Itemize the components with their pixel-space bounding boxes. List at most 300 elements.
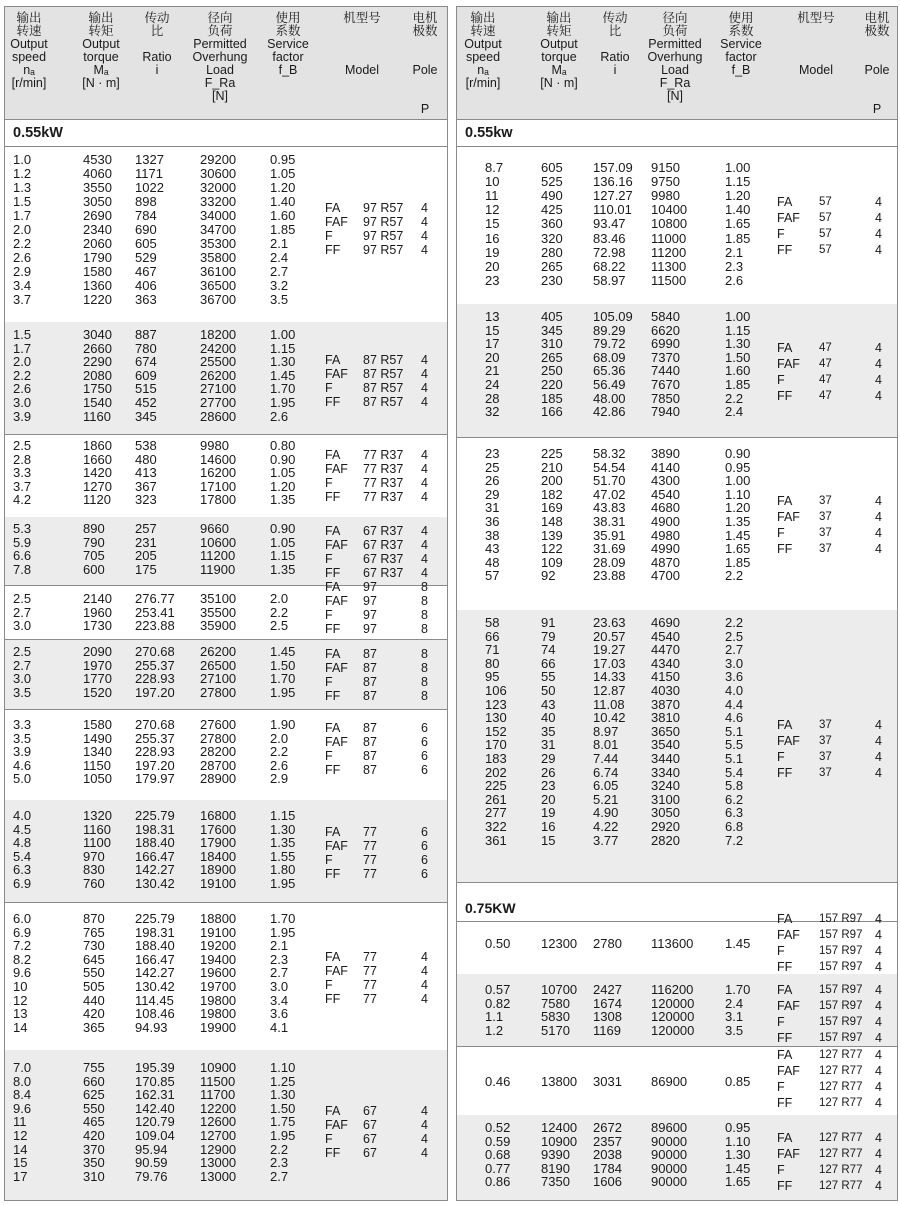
output-torque-cell: 109 [541, 554, 563, 570]
model-code: 37 [819, 735, 832, 747]
service-factor-cell: 2.1 [725, 244, 744, 260]
header-output-speed: 输出 转速 Output speed nₐ [r/min] [10, 11, 48, 90]
model-family: F [325, 675, 333, 689]
output-torque-cell: 1970 [83, 657, 112, 673]
overhung-load-cell: 13000 [200, 1155, 237, 1171]
output-torque-cell: 765 [83, 924, 105, 940]
header-output-torque: 输出 转矩 Output torque Mₐ [N · m] [82, 11, 120, 90]
output-speed-cell: 1.7 [13, 340, 32, 356]
service-factor-cell: 1.05 [270, 166, 296, 181]
output-torque-cell: 3050 [83, 194, 112, 209]
ratio-cell: 20.57 [593, 628, 626, 644]
service-factor-cell: 1.70 [270, 911, 296, 926]
service-factor-cell: 3.5 [270, 292, 289, 307]
service-factor-cell: 2.6 [270, 757, 289, 773]
model-family: FF [325, 395, 341, 409]
ratio-cell: 4.90 [593, 805, 619, 821]
overhung-load-cell: 4140 [651, 459, 680, 475]
output-speed-cell: 170 [485, 737, 507, 753]
ratio-cell: 3.77 [593, 832, 619, 848]
pole-count: 4 [875, 195, 882, 209]
header-model: 机型号 Model [343, 11, 381, 77]
output-speed-cell: 3.3 [13, 465, 32, 481]
overhung-load-cell: 4680 [651, 500, 680, 516]
power-title: 0.75KW [457, 895, 897, 922]
header-pole: 电机 极数 Pole P [412, 11, 438, 116]
overhung-load-cell: 13000 [200, 1168, 237, 1184]
ratio-cell: 166.47 [135, 848, 175, 864]
service-factor-cell: 1.00 [725, 309, 751, 324]
service-factor-cell: 1.80 [270, 862, 296, 878]
output-speed-cell: 17 [13, 1168, 28, 1184]
service-factor-cell: 1.15 [725, 174, 751, 190]
overhung-load-cell: 9750 [651, 174, 680, 190]
ratio-cell: 270.68 [135, 717, 175, 732]
output-torque-cell: 185 [541, 390, 563, 406]
header-model: 机型号 Model [797, 11, 835, 77]
table-section [457, 900, 897, 975]
model-family: FA [777, 195, 793, 209]
pole-count: 4 [875, 766, 882, 780]
model-code: 57 [819, 244, 832, 256]
output-speed-cell: 14 [13, 1141, 28, 1157]
pole-count: 4 [421, 353, 428, 367]
pole-count: 6 [421, 839, 428, 853]
pole-count: 4 [421, 978, 428, 992]
overhung-load-cell: 19100 [200, 924, 237, 940]
output-speed-cell: 1.2 [13, 166, 32, 181]
output-torque-cell: 5830 [541, 1009, 570, 1025]
model-code: 127 R77 [819, 1081, 863, 1093]
ratio-cell: 1674 [593, 995, 622, 1011]
table-section [5, 517, 447, 586]
ratio-cell: 136.16 [593, 174, 633, 190]
model-code: 77 [363, 825, 377, 839]
ratio-cell: 1308 [593, 1009, 622, 1025]
ratio-cell: 1171 [135, 166, 163, 181]
overhung-load-cell: 11700 [200, 1087, 236, 1103]
output-torque-cell: 2080 [83, 367, 112, 383]
pole-count: 4 [875, 944, 882, 958]
pole-count: 4 [421, 524, 428, 538]
overhung-load-cell: 4900 [651, 514, 680, 529]
model-code: 37 [819, 543, 832, 555]
service-factor-cell: 1.95 [270, 684, 296, 700]
left-table-header [5, 7, 447, 120]
ratio-cell: 79.76 [135, 1168, 168, 1184]
model-code: 157 R97 [819, 984, 863, 996]
output-speed-cell: 2.9 [13, 264, 32, 279]
ratio-cell: 130.42 [135, 979, 175, 994]
overhung-load-cell: 34000 [200, 208, 237, 223]
output-torque-cell: 625 [83, 1087, 105, 1103]
model-code: 57 [819, 228, 832, 240]
output-torque-cell: 10900 [541, 1133, 578, 1149]
pole-count: 4 [875, 928, 882, 942]
pole-count: 4 [421, 381, 428, 395]
service-factor-cell: 2.3 [725, 258, 744, 274]
overhung-load-cell: 11500 [651, 272, 687, 288]
overhung-load-cell: 35800 [200, 250, 237, 265]
service-factor-cell: 3.6 [270, 1006, 289, 1022]
ratio-cell: 68.22 [593, 258, 626, 274]
overhung-load-cell: 9980 [651, 188, 680, 204]
overhung-load-cell: 3240 [651, 778, 680, 794]
ratio-cell: 197.20 [135, 757, 175, 773]
service-factor-cell: 6.8 [725, 819, 744, 834]
overhung-load-cell: 27800 [200, 684, 237, 700]
output-speed-cell: 3.9 [13, 744, 32, 760]
service-factor-cell: 1.30 [725, 336, 751, 352]
ratio-cell: 480 [135, 451, 157, 467]
overhung-load-cell: 4870 [651, 554, 680, 570]
pole-count: 4 [875, 1163, 882, 1177]
model-family: FF [325, 490, 341, 504]
output-speed-cell: 57 [485, 568, 500, 584]
output-speed-cell: 152 [485, 723, 507, 739]
output-torque-cell: 1150 [83, 757, 111, 773]
model-code: 77 [363, 964, 377, 978]
output-torque-cell: 405 [541, 309, 563, 324]
service-factor-cell: 1.50 [725, 349, 751, 365]
output-speed-cell: 6.3 [13, 862, 32, 878]
table-section [457, 974, 897, 1047]
header-pole: 电机 极数 Pole P [864, 11, 890, 116]
model-code: 77 [363, 867, 377, 881]
ratio-cell: 2780 [593, 936, 622, 951]
model-family: FF [325, 566, 341, 580]
output-torque-cell: 2090 [83, 644, 112, 659]
model-code: 127 R77 [819, 1180, 863, 1192]
service-factor-cell: 2.2 [270, 604, 289, 620]
ratio-cell: 345 [135, 408, 157, 424]
overhung-load-cell: 90000 [651, 1174, 688, 1190]
overhung-load-cell: 25500 [200, 354, 237, 370]
service-factor-cell: 4.1 [270, 1019, 289, 1035]
service-factor-cell: 2.2 [270, 744, 289, 760]
output-torque-cell: 645 [83, 951, 105, 967]
ratio-cell: 89.29 [593, 322, 626, 338]
pole-count: 4 [421, 215, 428, 229]
service-factor-cell: 3.1 [725, 1009, 744, 1025]
ratio-cell: 12.87 [593, 683, 626, 698]
service-factor-cell: 1.15 [270, 548, 296, 564]
service-factor-cell: 6.3 [725, 805, 744, 821]
output-torque-cell: 870 [83, 911, 105, 926]
ratio-cell: 276.77 [135, 591, 175, 606]
model-family: FAF [777, 1064, 800, 1078]
output-torque-cell: 1790 [83, 250, 112, 265]
service-factor-cell: 3.0 [270, 979, 289, 994]
model-family: FAF [325, 735, 348, 749]
model-family: F [325, 1132, 333, 1146]
model-code: 97 R57 [363, 201, 404, 215]
ratio-cell: 6.05 [593, 778, 619, 794]
model-code: 87 [363, 721, 377, 735]
table-section [5, 640, 447, 710]
model-code: 157 R97 [819, 945, 863, 957]
output-speed-cell: 0.57 [485, 982, 511, 997]
overhung-load-cell: 34700 [200, 222, 237, 237]
overhung-load-cell: 4540 [651, 628, 680, 644]
output-speed-cell: 2.0 [13, 222, 32, 237]
service-factor-cell: 1.85 [270, 222, 296, 237]
output-speed-cell: 4.8 [13, 835, 32, 851]
service-factor-cell: 1.30 [270, 1087, 296, 1103]
pole-count: 6 [421, 721, 428, 735]
overhung-load-cell: 18400 [200, 848, 237, 864]
model-code: 157 R97 [819, 1016, 863, 1028]
pole-count: 6 [421, 749, 428, 763]
overhung-load-cell: 120000 [651, 995, 695, 1011]
model-family: FAF [325, 594, 348, 608]
service-factor-cell: 0.95 [270, 152, 296, 167]
pole-count: 4 [875, 494, 882, 508]
output-torque-cell: 605 [541, 160, 563, 175]
output-speed-cell: 361 [485, 832, 507, 848]
overhung-load-cell: 36100 [200, 264, 237, 279]
model-family: F [777, 373, 785, 387]
output-torque-cell: 26 [541, 764, 556, 780]
output-speed-cell: 3.5 [13, 730, 32, 746]
ratio-cell: 188.40 [135, 835, 175, 851]
model-code: 77 [363, 978, 377, 992]
model-family: FAF [777, 357, 800, 371]
overhung-load-cell: 86900 [651, 1074, 688, 1089]
service-factor-cell: 0.95 [725, 459, 751, 475]
pole-count: 4 [875, 227, 882, 241]
model-family: FAF [325, 964, 348, 978]
output-speed-cell: 1.0 [13, 152, 32, 167]
ratio-cell: 2672 [593, 1120, 622, 1135]
overhung-load-cell: 18800 [200, 911, 237, 926]
output-speed-cell: 9.6 [13, 965, 32, 981]
output-speed-cell: 38 [485, 527, 500, 543]
pole-count: 6 [421, 867, 428, 881]
ratio-cell: 17.03 [593, 655, 626, 671]
overhung-load-cell: 18900 [200, 862, 237, 878]
output-speed-cell: 130 [485, 710, 507, 726]
ratio-cell: 56.49 [593, 377, 626, 392]
output-speed-cell: 7.2 [13, 938, 32, 954]
model-code: 37 [819, 719, 832, 731]
ratio-cell: 58.97 [593, 272, 626, 288]
output-torque-cell: 310 [541, 336, 563, 352]
overhung-load-cell: 4030 [651, 683, 680, 698]
service-factor-cell: 5.8 [725, 778, 744, 794]
output-speed-cell: 3.3 [13, 717, 32, 732]
ratio-cell: 198.31 [135, 924, 175, 940]
model-code: 67 [363, 1132, 377, 1146]
overhung-load-cell: 9150 [651, 160, 680, 175]
output-torque-cell: 550 [83, 965, 105, 981]
header-overhung-load: 径向 负荷 Permitted Overhung Load F_Ra [N] [192, 11, 248, 103]
overhung-load-cell: 18200 [200, 327, 237, 342]
ratio-cell: 65.36 [593, 363, 626, 379]
pole-count: 8 [421, 661, 428, 675]
ratio-cell: 2038 [593, 1147, 622, 1163]
output-speed-cell: 11 [485, 188, 499, 204]
pole-count: 4 [421, 1146, 428, 1160]
output-torque-cell: 1490 [83, 730, 112, 746]
model-code: 157 R97 [819, 1032, 863, 1044]
ratio-cell: 142.27 [135, 862, 175, 878]
model-code: 67 R37 [363, 538, 404, 552]
ratio-cell: 120.79 [135, 1114, 175, 1130]
overhung-load-cell: 3870 [651, 696, 680, 712]
ratio-cell: 23.88 [593, 568, 626, 584]
pole-count: 4 [875, 1147, 882, 1161]
output-torque-cell: 2060 [83, 236, 112, 251]
service-factor-cell: 2.0 [270, 730, 289, 746]
ratio-cell: 72.98 [593, 244, 626, 260]
model-family: FF [325, 1146, 341, 1160]
model-code: 157 R97 [819, 913, 863, 925]
output-torque-cell: 465 [83, 1114, 105, 1130]
ratio-cell: 205 [135, 548, 157, 564]
model-code: 87 R57 [363, 367, 404, 381]
pole-count: 4 [421, 462, 428, 476]
overhung-load-cell: 19800 [200, 1006, 237, 1022]
overhung-load-cell: 26500 [200, 657, 237, 673]
ratio-cell: 130.42 [135, 876, 175, 891]
output-speed-cell: 2.5 [13, 644, 32, 659]
overhung-load-cell: 11300 [651, 258, 687, 274]
model-family: FA [325, 1104, 341, 1118]
output-speed-cell: 36 [485, 514, 500, 529]
model-code: 77 R37 [363, 462, 404, 476]
service-factor-cell: 3.0 [725, 655, 744, 671]
service-factor-cell: 1.50 [270, 657, 296, 673]
overhung-load-cell: 3810 [651, 710, 680, 726]
output-speed-cell: 7.8 [13, 561, 32, 577]
service-factor-cell: 1.35 [270, 492, 296, 508]
ratio-cell: 1327 [135, 152, 164, 167]
header-service-factor: 使用 系数 Service factor f_B [267, 11, 309, 77]
output-torque-cell: 55 [541, 669, 556, 685]
service-factor-cell: 2.2 [725, 390, 744, 406]
model-family: F [777, 1080, 785, 1094]
overhung-load-cell: 10800 [651, 216, 688, 232]
overhung-load-cell: 4700 [651, 568, 680, 584]
table-section [5, 709, 447, 801]
service-factor-cell: 2.4 [725, 995, 744, 1011]
pole-count: 4 [875, 1031, 882, 1045]
output-torque-cell: 1270 [83, 478, 112, 494]
overhung-load-cell: 4340 [651, 655, 680, 671]
output-speed-cell: 1.1 [485, 1009, 504, 1025]
overhung-load-cell: 19100 [200, 876, 237, 891]
ratio-cell: 605 [135, 236, 157, 251]
model-family: FF [777, 1096, 793, 1110]
output-torque-cell: 265 [541, 258, 563, 274]
output-torque-cell: 365 [83, 1019, 105, 1035]
service-factor-cell: 3.5 [725, 1022, 744, 1038]
output-torque-cell: 210 [541, 459, 563, 475]
ratio-cell: 228.93 [135, 744, 175, 760]
overhung-load-cell: 29200 [200, 152, 237, 167]
ratio-cell: 166.47 [135, 951, 175, 967]
pole-count: 4 [875, 1048, 882, 1062]
service-factor-cell: 1.00 [725, 160, 751, 175]
model-family: FAF [325, 538, 348, 552]
model-code: 87 [363, 689, 377, 703]
output-speed-cell: 2.7 [13, 604, 32, 620]
ratio-cell: 467 [135, 264, 157, 279]
output-torque-cell: 1420 [83, 465, 112, 481]
ratio-cell: 58.32 [593, 446, 626, 461]
overhung-load-cell: 28200 [200, 744, 237, 760]
service-factor-cell: 6.2 [725, 791, 744, 807]
ratio-cell: 1022 [135, 180, 164, 195]
model-code: 67 [363, 1104, 377, 1118]
pole-count: 4 [875, 211, 882, 225]
output-torque-cell: 13800 [541, 1074, 578, 1089]
model-family: FF [325, 689, 341, 703]
service-factor-cell: 2.7 [270, 1168, 289, 1184]
output-torque-cell: 9390 [541, 1147, 570, 1163]
model-code: 97 [363, 580, 377, 594]
output-speed-cell: 0.86 [485, 1174, 511, 1190]
output-torque-cell: 970 [83, 848, 105, 864]
header-output-speed: 输出 转速 Output speed nₐ [r/min] [464, 11, 502, 90]
service-factor-cell: 1.30 [725, 1147, 751, 1163]
service-factor-cell: 4.0 [725, 683, 744, 698]
output-speed-cell: 2.2 [13, 236, 32, 251]
model-family: FA [777, 718, 793, 732]
pole-count: 6 [421, 735, 428, 749]
table-section [457, 1046, 897, 1116]
model-code: 47 [819, 342, 832, 354]
overhung-load-cell: 27800 [200, 730, 237, 746]
table-section [5, 1050, 447, 1201]
overhung-load-cell: 19700 [200, 979, 237, 994]
overhung-load-cell: 14600 [200, 451, 237, 467]
ratio-cell: 253.41 [135, 604, 175, 620]
output-speed-cell: 16 [485, 230, 500, 246]
model-code: 87 [363, 735, 377, 749]
service-factor-cell: 1.30 [270, 354, 296, 370]
output-torque-cell: 1340 [83, 744, 112, 760]
output-torque-cell: 1220 [83, 292, 112, 307]
ratio-cell: 225.79 [135, 808, 175, 823]
model-code: 87 R57 [363, 395, 404, 409]
service-factor-cell: 2.2 [725, 615, 744, 630]
overhung-load-cell: 10900 [200, 1060, 237, 1075]
output-torque-cell: 3040 [83, 327, 112, 342]
output-torque-cell: 830 [83, 862, 105, 878]
output-speed-cell: 261 [485, 791, 507, 807]
service-factor-cell: 1.20 [725, 188, 751, 204]
output-speed-cell: 11 [13, 1114, 27, 1130]
output-speed-cell: 29 [485, 486, 500, 502]
ratio-cell: 175 [135, 561, 157, 577]
overhung-load-cell: 35900 [200, 618, 237, 634]
output-torque-cell: 19 [541, 805, 556, 821]
header-service-factor: 使用 系数 Service factor f_B [720, 11, 762, 77]
model-code: 47 [819, 374, 832, 386]
output-speed-cell: 5.4 [13, 848, 32, 864]
model-code: 97 R57 [363, 215, 404, 229]
service-factor-cell: 1.60 [725, 363, 751, 379]
output-speed-cell: 95 [485, 669, 500, 685]
ratio-cell: 1606 [593, 1174, 622, 1190]
overhung-load-cell: 12600 [200, 1114, 237, 1130]
model-code: 67 [363, 1118, 377, 1132]
service-factor-cell: 1.15 [270, 340, 296, 356]
model-code: 97 [363, 594, 377, 608]
overhung-load-cell: 89600 [651, 1120, 688, 1135]
